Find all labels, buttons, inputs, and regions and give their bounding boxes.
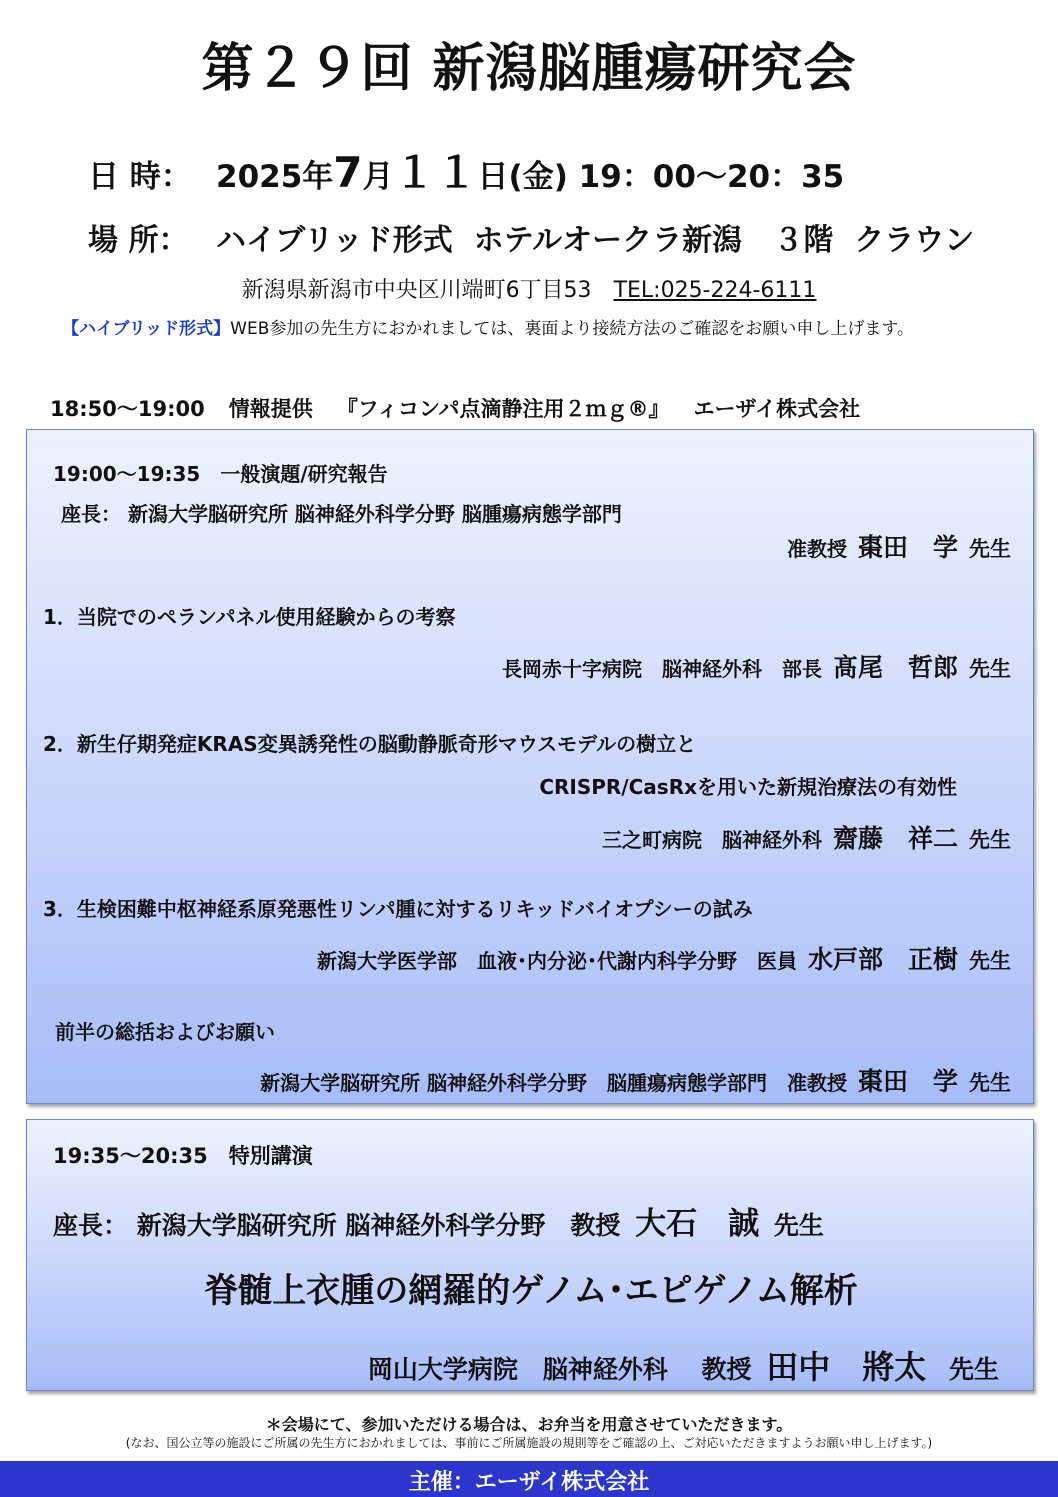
summary-name: 棗田 学 xyxy=(858,1067,959,1096)
venue-text: ハイブリッド形式 ホテルオークラ新潟 ３階 クラウン xyxy=(216,223,975,258)
date-year: 2025年 xyxy=(216,159,334,195)
session1-chair-name-row xyxy=(787,528,1011,564)
talk-3-title-row xyxy=(43,893,753,922)
lecture-speaker-affiliation: 岡山大学病院 脳神経外科 教授 xyxy=(367,1355,752,1384)
talk-3-speaker: 水戸部 正樹 xyxy=(808,945,959,974)
talk-3-title: 生検困難中枢神経系原発悪性リンパ腫に対するリキッドバイオプシーの試み xyxy=(76,897,753,921)
venue-label: 場 所： xyxy=(88,223,189,258)
info-provision-product: 『フィコンパ点滴静注用２ｍｇ®』 xyxy=(336,397,670,421)
info-provision-label: 情報提供 xyxy=(228,397,313,421)
session1-panel xyxy=(26,429,1034,1104)
summary-affiliation: 新潟大学脳研究所 脳神経外科学分野 脳腫瘍病態学部門 准教授 xyxy=(260,1071,848,1095)
date-day-unit: 日(金) xyxy=(477,159,568,195)
info-provision-company: エーザイ株式会社 xyxy=(693,397,861,421)
date-time: 19：00～20：35 xyxy=(578,159,845,195)
talk-2-title-cont: CRISPR/CasRxを用いた新規治療法の有効性 xyxy=(539,775,957,799)
session2-panel xyxy=(26,1119,1034,1391)
talk-1-honorific: 先生 xyxy=(969,657,1011,681)
session1-chair-name: 棗田 学 xyxy=(858,533,959,562)
hybrid-note-text: WEB参加の先生方におかれましては、裏面より接続方法のご確認をお願い申し上げます。 xyxy=(230,319,914,339)
talk-3-speaker-row xyxy=(317,940,1011,976)
sponsor-bar xyxy=(0,1461,1058,1497)
hybrid-note xyxy=(62,314,914,339)
talk-2-honorific: 先生 xyxy=(969,828,1011,852)
lecture-title: 脊髄上衣腫の網羅的ゲノム･エピゲノム解析 xyxy=(204,1271,858,1311)
summary-honorific: 先生 xyxy=(969,1071,1011,1095)
info-provision xyxy=(50,393,860,423)
talk-1-affiliation: 長岡赤十字病院 脳神経外科 部長 xyxy=(502,657,823,681)
footnote-lunch: ＊会場にて、参加いただける場合は、お弁当を用意させていただきます。 xyxy=(265,1415,793,1434)
date-row xyxy=(88,140,844,200)
date-day: １１ xyxy=(393,148,478,197)
address-row xyxy=(0,273,1058,304)
talk-1-title: 当院でのペランパネル使用経験からの考察 xyxy=(76,605,456,629)
talk-3-number: 3． xyxy=(43,897,77,921)
venue-tel: TEL:025-224-6111 xyxy=(613,278,817,303)
lecture-speaker-row xyxy=(368,1342,999,1388)
date-month-unit: 月 xyxy=(362,159,394,195)
session2-chair-row xyxy=(53,1198,824,1243)
lecture-speaker-honorific: 先生 xyxy=(948,1355,999,1384)
session1-chair-line: 座長： 新潟大学脳研究所 脳神経外科学分野 脳腫瘍病態学部門 xyxy=(61,502,622,526)
event-title: 第２９回 新潟脳腫瘍研究会 xyxy=(201,39,857,99)
session1-header: 19:00～19:35 一般演題/研究報告 xyxy=(53,462,388,486)
summary-label: 前半の総括およびお願い xyxy=(55,1020,275,1044)
sponsor-text: 主催：エーザイ株式会社 xyxy=(408,1470,650,1495)
hybrid-tag: 【ハイブリッド形式】 xyxy=(62,319,231,339)
talk-2-speaker: 齋藤 祥二 xyxy=(833,824,959,853)
venue-row xyxy=(88,215,974,259)
info-provision-time: 18:50～19:00 xyxy=(50,397,205,421)
session2-chair-honorific: 先生 xyxy=(773,1211,824,1240)
summary-row xyxy=(260,1062,1011,1098)
talk-1-speaker-row xyxy=(502,648,1011,684)
talk-2-speaker-row xyxy=(602,819,1011,855)
date-label: 日 時： xyxy=(88,159,192,195)
session1-chair-title: 准教授 xyxy=(787,537,848,561)
talk-1-speaker: 髙尾 哲郎 xyxy=(833,653,959,682)
session1-chair-honorific: 先生 xyxy=(969,537,1011,561)
talk-2-affiliation: 三之町病院 脳神経外科 xyxy=(602,828,823,852)
venue-address: 新潟県新潟市中央区川端町6丁目53 xyxy=(241,278,592,303)
session2-chair-name: 大石 誠 xyxy=(635,1206,760,1242)
session2-chair-line: 座長： 新潟大学脳研究所 脳神経外科学分野 教授 xyxy=(53,1211,621,1240)
session2-header: 19:35～20:35 特別講演 xyxy=(53,1144,313,1168)
lecture-speaker-name: 田中 將太 xyxy=(766,1348,927,1386)
talk-2-title-row xyxy=(43,728,696,757)
talk-1-number: 1． xyxy=(43,605,77,629)
date-month: 7 xyxy=(333,148,363,197)
talk-2-number: 2． xyxy=(43,732,77,756)
talk-3-honorific: 先生 xyxy=(969,949,1011,973)
talk-2-title: 新生仔期発症KRAS変異誘発性の脳動静脈奇形マウスモデルの樹立と xyxy=(76,732,697,756)
talk-3-affiliation: 新潟大学医学部 血液･内分泌･代謝内科学分野 医員 xyxy=(317,949,798,973)
talk-1-title-row xyxy=(43,601,456,630)
footnote-rules: (なお、国公立等の施設にご所属の先生方におかれましては、事前にご所属施設の規則等をご確認の上、ご対応いただきますようお願い申し上げます。) xyxy=(125,1436,933,1450)
